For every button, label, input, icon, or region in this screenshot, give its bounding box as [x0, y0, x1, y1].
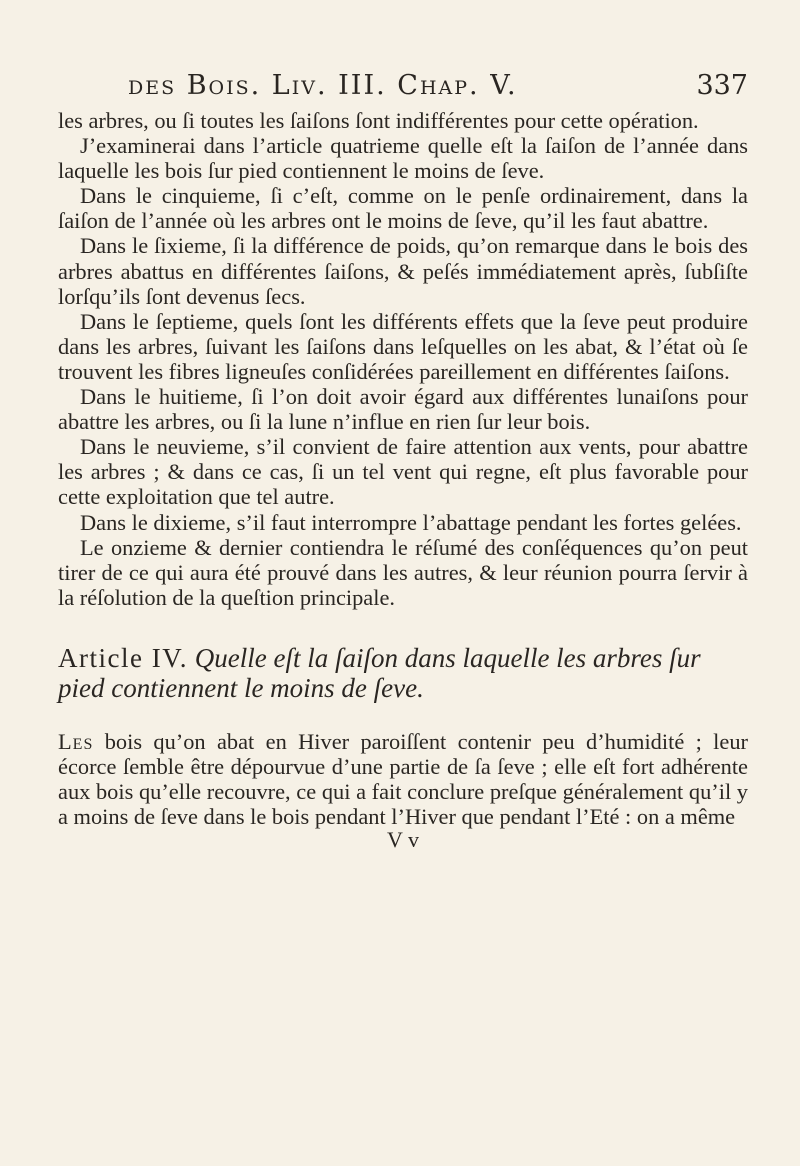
article-paragraph-text: bois qu’on abat en Hiver paroiſſent contenir peu d’humidité ; leur écorce ſemble être dépourvue d’une partie de ſa ſeve ; elle eſt fort adhérente aux bois qu’elle recouvre, ce qui a fait conclure preſque généralement qu’il y a moins de ſeve dans le bois pendant l’Hiver que pendant l’Eté : on a même — [58, 728, 748, 830]
paragraph-article-7: Dans le ſeptieme, quels ſont les différents effets que la ſeve peut produire dans les arbres, ſuivant les ſaiſons dans leſquelles on les abat, & l’état où ſe trouvent les fibres ligneuſes conſidérées pareillement en différentes ſaiſons. — [58, 308, 748, 384]
paragraph-article-5: Dans le cinquieme, ſi c’eſt, comme on le penſe ordinairement, dans la ſaiſon de l’année où les arbres ont le moins de ſeve, qu’il les faut abattre. — [58, 183, 748, 234]
article-paragraph — [58, 729, 748, 829]
paragraph-article-4: J’examinerai dans l’article quatrieme quelle eſt la ſaiſon de l’année dans laquelle les bois ſur pied contiennent le moins de ſeve. — [58, 133, 748, 184]
article-label: Article IV. — [58, 642, 188, 673]
page-number: 337 — [696, 70, 748, 101]
paragraph-article-6: Dans le ſixieme, ſi la différence de poids, qu’on remarque dans le bois des arbres abattus en différentes ſaiſons, & peſés immédiatement après, ſubſiſte lorſqu’ils ſont devenus ſecs. — [58, 233, 748, 309]
paragraph-article-9: Dans le neuvieme, s’il convient de faire attention aux vents, pour abattre les arbres ; & dans ce cas, ſi un tel vent qui regne, eſt plus favorable pour cette exploitation que tel autre. — [58, 434, 748, 510]
article-body — [58, 729, 748, 829]
page-body — [58, 108, 748, 610]
running-head — [58, 70, 748, 108]
signature-mark: V v — [387, 827, 419, 853]
paragraph-article-8: Dans le huitieme, ſi l’on doit avoir égard aux différentes lunaiſons pour abattre les arbres, ou ſi la lune n’influe en rien ſur leur bois. — [58, 384, 748, 435]
paragraph-article-10: Dans le dixieme, s’il faut interrompre l’abattage pendant les fortes gelées. — [80, 509, 742, 535]
article-heading — [58, 643, 748, 703]
book-page — [58, 70, 748, 853]
paragraph-continuation: les arbres, ou ſi toutes les ſaiſons ſont indifférentes pour cette opération. — [58, 108, 699, 133]
article-caption: Quelle eſt la ſaiſon dans laquelle les arbres ſur pied contiennent le moins de ſeve. — [58, 642, 701, 703]
running-title: des Bois. Liv. III. Chap. V. — [128, 70, 518, 101]
opening-word: Les — [58, 728, 94, 754]
paragraph-article-11: Le onzieme & dernier contiendra le réſumé des conſéquences qu’on peut tirer de ce qui aura été prouvé dans les autres, & leur réunion pourra ſervir à la réſolution de la queſtion principale. — [58, 534, 748, 610]
